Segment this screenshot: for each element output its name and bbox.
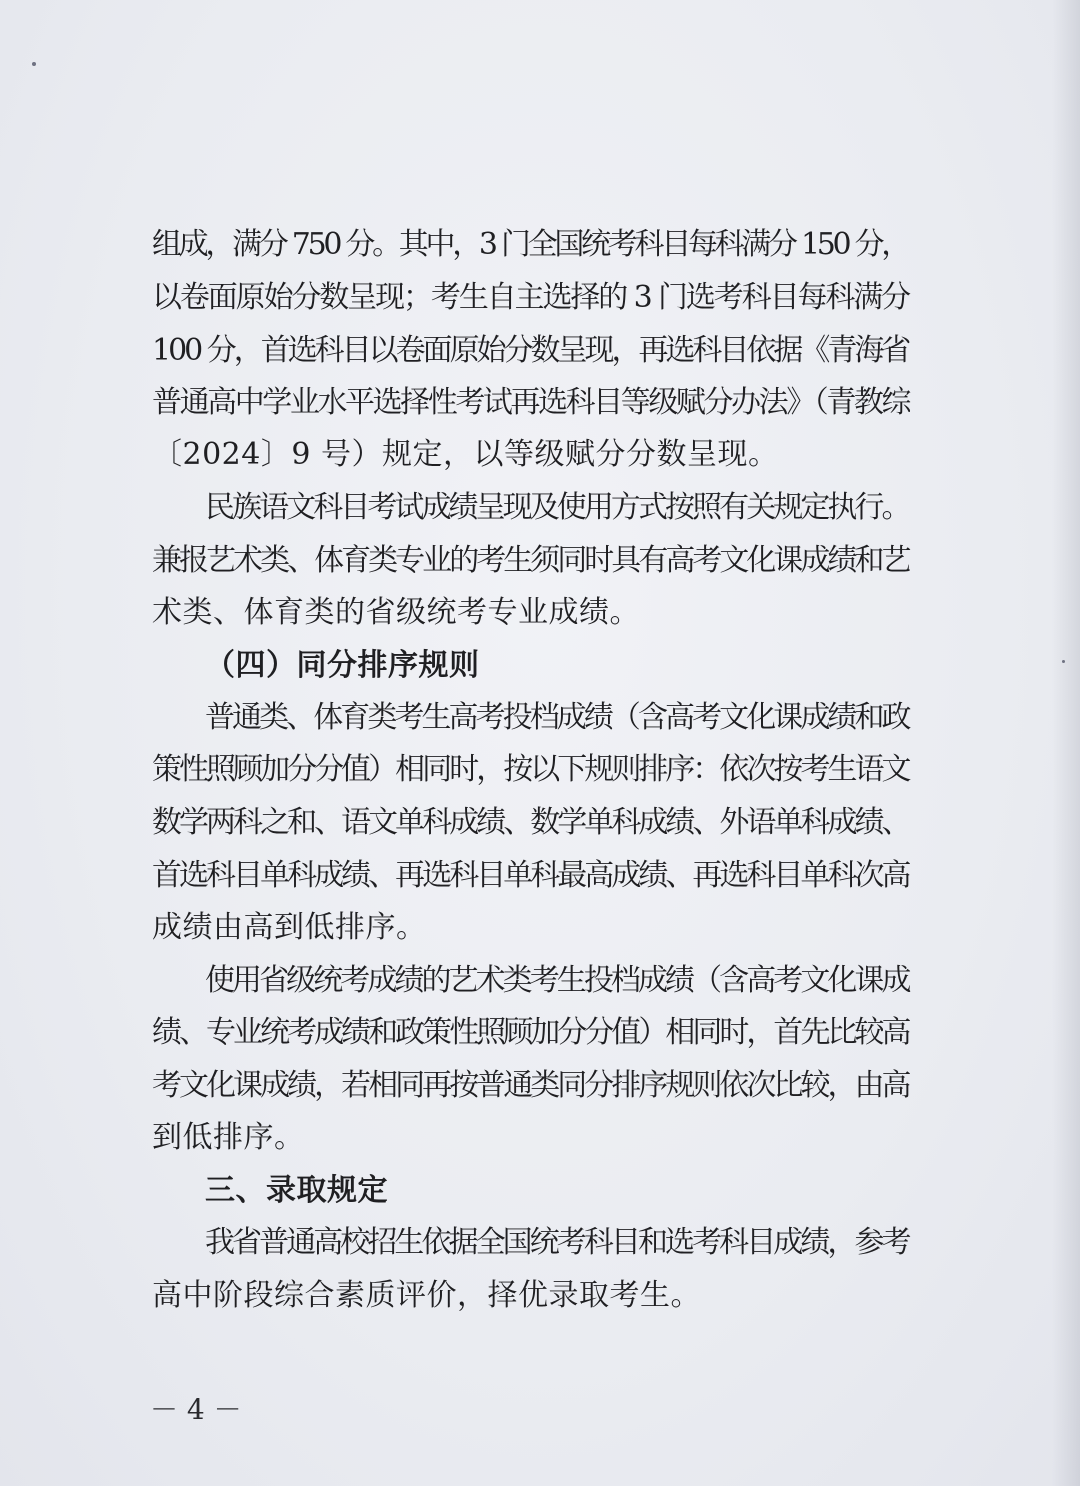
body-line: 数学两科之和、语文单科成绩、数学单科成绩、外语单科成绩、	[152, 805, 909, 840]
body-line: 术类、体育类的省级统考专业成绩。	[152, 595, 640, 630]
body-line: 考文化课成绩，若相同再按普通类同分排序规则依次比较，由高	[152, 1068, 909, 1103]
body-line: 到低排序。	[152, 1120, 305, 1155]
page-number: － 4 －	[150, 1393, 242, 1426]
body-line: 以卷面原始分数呈现；考生自主选择的 3 门选考科目每科满分	[152, 280, 910, 315]
body-line: 普通高中学业水平选择性考试再选科目等级赋分办法》（青教综	[152, 385, 910, 420]
paragraph-first-line: 我省普通高校招生依据全国统考科目和选考科目成绩，参考	[205, 1225, 909, 1260]
body-line: 高中阶段综合素质评价，择优录取考生。	[152, 1278, 701, 1313]
section-heading-sorting-rules: （四）同分排序规则	[205, 648, 480, 683]
body-line: 〔2024〕9 号）规定，以等级赋分分数呈现。	[152, 437, 779, 472]
paragraph-first-line: 使用省级统考成绩的艺术类考生投档成绩（含高考文化课成	[205, 963, 909, 998]
body-line: 组成，满分 750 分。其中，3 门全国统考科目每科满分 150 分，	[152, 227, 908, 262]
scan-speck	[32, 62, 36, 66]
section-heading-admission-rules: 三、录取规定	[205, 1173, 388, 1208]
paragraph-first-line: 民族语文科目考试成绩呈现及使用方式按照有关规定执行。	[205, 490, 909, 525]
body-line: 策性照顾加分分值）相同时，按以下规则排序：依次按考生语文	[152, 752, 909, 787]
page-edge-shadow	[1052, 0, 1080, 1486]
paragraph-first-line: 普通类、体育类考生高考投档成绩（含高考文化课成绩和政	[205, 700, 909, 735]
body-line: 绩、专业统考成绩和政策性照顾加分分值）相同时，首先比较高	[152, 1015, 909, 1050]
scan-speck	[1062, 660, 1065, 663]
body-line: 首选科目单科成绩、再选科目单科最高成绩、再选科目单科次高	[152, 858, 909, 893]
body-line: 100 分，首选科目以卷面原始分数呈现，再选科目依据《青海省	[152, 333, 909, 368]
body-line: 兼报艺术类、体育类专业的考生须同时具有高考文化课成绩和艺	[152, 543, 909, 578]
body-line: 成绩由高到低排序。	[152, 910, 427, 945]
